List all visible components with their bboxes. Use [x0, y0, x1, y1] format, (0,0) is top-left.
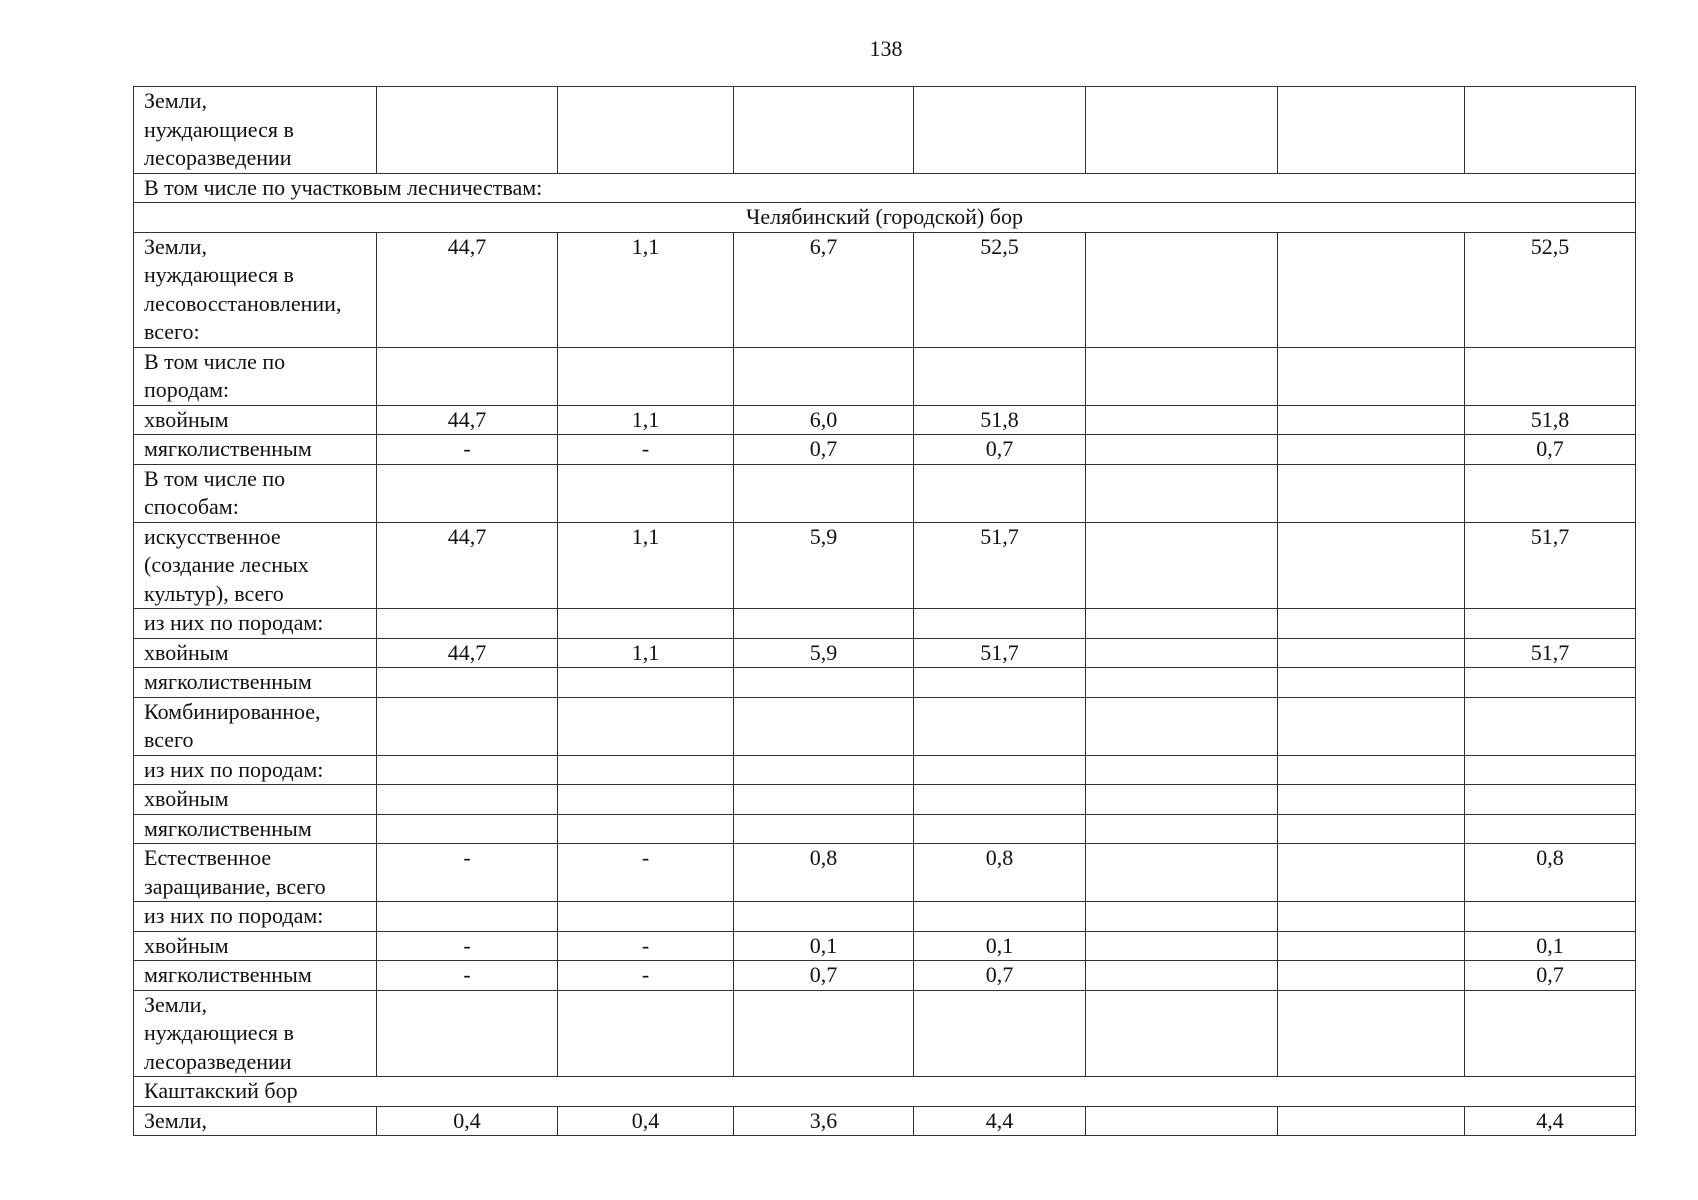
value-cell: [1086, 990, 1278, 1077]
value-cell: 44,7: [377, 522, 558, 609]
section-row: [134, 203, 1636, 233]
value-cell: 51,8: [1465, 405, 1636, 435]
row-label: [134, 844, 377, 902]
value-cell: [1278, 785, 1465, 815]
row-label-line: культур), всего: [144, 580, 284, 606]
section-heading: Челябинский (городской) бор: [134, 203, 1636, 233]
row-label: [134, 232, 377, 347]
value-cell: -: [558, 931, 734, 961]
row-label: [134, 902, 377, 932]
row-label-line: всего:: [144, 319, 200, 344]
value-cell: 51,8: [914, 405, 1086, 435]
value-cell: 44,7: [377, 405, 558, 435]
value-cell: [1278, 347, 1465, 405]
table-row: [134, 232, 1636, 347]
value-cell: [1278, 464, 1465, 522]
value-cell: [377, 755, 558, 785]
value-cell: [1278, 1106, 1465, 1136]
value-cell: [1465, 464, 1636, 522]
row-label: [134, 961, 377, 991]
value-cell: [734, 609, 914, 639]
value-cell: 0,7: [914, 435, 1086, 465]
value-cell: 0,7: [734, 435, 914, 465]
value-cell: 0,7: [734, 961, 914, 991]
row-label-line: мягколиственным: [144, 669, 312, 694]
value-cell: 6,0: [734, 405, 914, 435]
row-label: [134, 814, 377, 844]
value-cell: [1086, 814, 1278, 844]
value-cell: [1278, 435, 1465, 465]
row-label: [134, 1106, 377, 1136]
value-cell: 5,9: [734, 522, 914, 609]
value-cell: [1086, 232, 1278, 347]
value-cell: [734, 697, 914, 755]
value-cell: 0,1: [734, 931, 914, 961]
value-cell: 44,7: [377, 638, 558, 668]
value-cell: 1,1: [558, 638, 734, 668]
row-label: [134, 405, 377, 435]
row-label: [134, 755, 377, 785]
value-cell: [1465, 785, 1636, 815]
value-cell: [558, 668, 734, 698]
table-row: [134, 961, 1636, 991]
value-cell: [1465, 755, 1636, 785]
value-cell: [1086, 697, 1278, 755]
value-cell: -: [558, 844, 734, 902]
row-label: [134, 435, 377, 465]
row-label: [134, 931, 377, 961]
row-label-line: хвойным: [144, 786, 229, 811]
row-label-line: искусственное: [144, 523, 281, 549]
value-cell: [1086, 435, 1278, 465]
value-cell: [914, 814, 1086, 844]
table-row: [134, 87, 1636, 174]
value-cell: [734, 785, 914, 815]
value-cell: 44,7: [377, 232, 558, 347]
table-row: [134, 814, 1636, 844]
value-cell: [734, 347, 914, 405]
value-cell: [1278, 814, 1465, 844]
value-cell: [1278, 844, 1465, 902]
value-cell: [558, 785, 734, 815]
row-label-line: В том числе по: [144, 465, 286, 491]
value-cell: [1086, 668, 1278, 698]
value-cell: [1465, 902, 1636, 932]
value-cell: [914, 755, 1086, 785]
value-cell: [1465, 814, 1636, 844]
value-cell: [734, 902, 914, 932]
section-row: [134, 1077, 1636, 1107]
value-cell: [1086, 347, 1278, 405]
row-label: [134, 990, 377, 1077]
table-row: [134, 931, 1636, 961]
value-cell: [914, 902, 1086, 932]
forest-restoration-table: [133, 86, 1636, 1136]
value-cell: [1465, 347, 1636, 405]
value-cell: [1086, 931, 1278, 961]
value-cell: [1465, 990, 1636, 1077]
table-row: [134, 902, 1636, 932]
value-cell: [558, 755, 734, 785]
value-cell: [558, 814, 734, 844]
row-label-line: мягколиственным: [144, 962, 312, 987]
value-cell: [1278, 87, 1465, 174]
row-label-line: (создание лесных: [144, 552, 309, 577]
row-label-line: из них по породам:: [144, 756, 324, 782]
row-label-line: Земли,: [144, 233, 207, 259]
row-label-line: всего: [144, 727, 194, 752]
value-cell: 0,1: [914, 931, 1086, 961]
value-cell: [914, 609, 1086, 639]
table-row: [134, 697, 1636, 755]
value-cell: [1278, 609, 1465, 639]
row-label: [134, 609, 377, 639]
value-cell: [914, 464, 1086, 522]
row-label-line: Земли,: [144, 88, 207, 113]
value-cell: [1086, 844, 1278, 902]
row-label-line: Земли,: [144, 991, 207, 1017]
row-label-line: из них по породам:: [144, 903, 324, 928]
value-cell: 0,8: [1465, 844, 1636, 902]
table-body: [134, 87, 1636, 1136]
value-cell: -: [558, 435, 734, 465]
row-label: [134, 87, 377, 174]
value-cell: -: [558, 961, 734, 991]
table-row: [134, 990, 1636, 1077]
value-cell: [558, 990, 734, 1077]
value-cell: [1465, 609, 1636, 639]
row-label-line: лесоразведении: [144, 1048, 292, 1074]
value-cell: [1465, 87, 1636, 174]
row-label-line: хвойным: [144, 932, 229, 958]
value-cell: 1,1: [558, 232, 734, 347]
row-label-line: Естественное: [144, 845, 272, 870]
value-cell: [377, 464, 558, 522]
row-label-line: нуждающиеся в: [144, 116, 294, 142]
value-cell: [1278, 522, 1465, 609]
value-cell: 51,7: [1465, 638, 1636, 668]
value-cell: [1086, 405, 1278, 435]
table-row: [134, 347, 1636, 405]
value-cell: [1278, 961, 1465, 991]
section-heading: В том числе по участковым лесничествам:: [134, 173, 1636, 203]
value-cell: [914, 697, 1086, 755]
row-label-line: Земли,: [144, 1107, 207, 1133]
row-label-line: способам:: [144, 494, 239, 519]
value-cell: 1,1: [558, 522, 734, 609]
value-cell: [1465, 668, 1636, 698]
row-label-line: мягколиственным: [144, 815, 312, 841]
value-cell: [1086, 785, 1278, 815]
table-row: [134, 638, 1636, 668]
row-label: [134, 785, 377, 815]
row-label-line: из них по породам:: [144, 610, 324, 635]
table-row: [134, 755, 1636, 785]
value-cell: 52,5: [1465, 232, 1636, 347]
value-cell: [377, 990, 558, 1077]
value-cell: [558, 464, 734, 522]
value-cell: [558, 902, 734, 932]
row-label: [134, 638, 377, 668]
value-cell: [1278, 232, 1465, 347]
value-cell: 0,8: [734, 844, 914, 902]
value-cell: [558, 609, 734, 639]
value-cell: [914, 347, 1086, 405]
row-label-line: нуждающиеся в: [144, 1020, 294, 1045]
table-row: [134, 435, 1636, 465]
row-label: [134, 464, 377, 522]
section-row: [134, 173, 1636, 203]
value-cell: [1086, 464, 1278, 522]
table-row: [134, 405, 1636, 435]
table-row: [134, 522, 1636, 609]
row-label: [134, 668, 377, 698]
value-cell: [558, 87, 734, 174]
section-heading: Каштакский бор: [134, 1077, 1636, 1107]
value-cell: [1086, 902, 1278, 932]
value-cell: [1278, 990, 1465, 1077]
value-cell: [558, 347, 734, 405]
table-row: [134, 464, 1636, 522]
value-cell: [914, 990, 1086, 1077]
table-row: [134, 609, 1636, 639]
value-cell: 51,7: [914, 522, 1086, 609]
value-cell: 3,6: [734, 1106, 914, 1136]
value-cell: [1278, 638, 1465, 668]
value-cell: 0,7: [1465, 961, 1636, 991]
value-cell: [377, 609, 558, 639]
value-cell: [1086, 961, 1278, 991]
value-cell: [1278, 902, 1465, 932]
row-label-line: хвойным: [144, 639, 229, 665]
table-row: [134, 844, 1636, 902]
row-label-line: лесоразведении: [144, 145, 292, 170]
value-cell: [377, 785, 558, 815]
value-cell: [734, 814, 914, 844]
value-cell: 0,4: [558, 1106, 734, 1136]
value-cell: -: [377, 844, 558, 902]
value-cell: 6,7: [734, 232, 914, 347]
table-row: [134, 785, 1636, 815]
value-cell: -: [377, 435, 558, 465]
value-cell: [1465, 697, 1636, 755]
row-label-line: заращивание, всего: [144, 873, 326, 899]
value-cell: [377, 87, 558, 174]
row-label: [134, 347, 377, 405]
row-label: [134, 697, 377, 755]
value-cell: [1086, 755, 1278, 785]
value-cell: [1278, 755, 1465, 785]
value-cell: [734, 990, 914, 1077]
value-cell: 0,8: [914, 844, 1086, 902]
value-cell: 51,7: [1465, 522, 1636, 609]
value-cell: [1086, 87, 1278, 174]
value-cell: -: [377, 961, 558, 991]
value-cell: [914, 668, 1086, 698]
table-row: [134, 668, 1636, 698]
value-cell: [1278, 405, 1465, 435]
value-cell: -: [377, 931, 558, 961]
row-label-line: нуждающиеся в: [144, 262, 294, 287]
value-cell: [734, 464, 914, 522]
value-cell: [914, 785, 1086, 815]
value-cell: 0,7: [1465, 435, 1636, 465]
value-cell: [377, 668, 558, 698]
row-label-line: хвойным: [144, 406, 229, 432]
value-cell: [1278, 697, 1465, 755]
value-cell: [914, 87, 1086, 174]
value-cell: [1086, 638, 1278, 668]
value-cell: 1,1: [558, 405, 734, 435]
value-cell: [1278, 931, 1465, 961]
value-cell: [734, 668, 914, 698]
row-label-line: породам:: [144, 377, 230, 402]
value-cell: 4,4: [914, 1106, 1086, 1136]
value-cell: [377, 902, 558, 932]
value-cell: [1278, 668, 1465, 698]
value-cell: 5,9: [734, 638, 914, 668]
value-cell: [734, 755, 914, 785]
value-cell: 0,1: [1465, 931, 1636, 961]
value-cell: [734, 87, 914, 174]
table-row: [134, 1106, 1636, 1136]
page-number: 138: [869, 36, 903, 61]
value-cell: 52,5: [914, 232, 1086, 347]
value-cell: [1086, 522, 1278, 609]
row-label-line: Комбинированное,: [144, 698, 321, 724]
value-cell: [377, 814, 558, 844]
row-label-line: лесовосстановлении,: [144, 290, 342, 316]
value-cell: [377, 697, 558, 755]
value-cell: 0,4: [377, 1106, 558, 1136]
value-cell: [1086, 1106, 1278, 1136]
row-label: [134, 522, 377, 609]
value-cell: [1086, 609, 1278, 639]
row-label-line: В том числе по: [144, 348, 286, 374]
value-cell: [377, 347, 558, 405]
value-cell: [558, 697, 734, 755]
row-label-line: мягколиственным: [144, 436, 312, 461]
value-cell: 51,7: [914, 638, 1086, 668]
value-cell: 0,7: [914, 961, 1086, 991]
value-cell: 4,4: [1465, 1106, 1636, 1136]
